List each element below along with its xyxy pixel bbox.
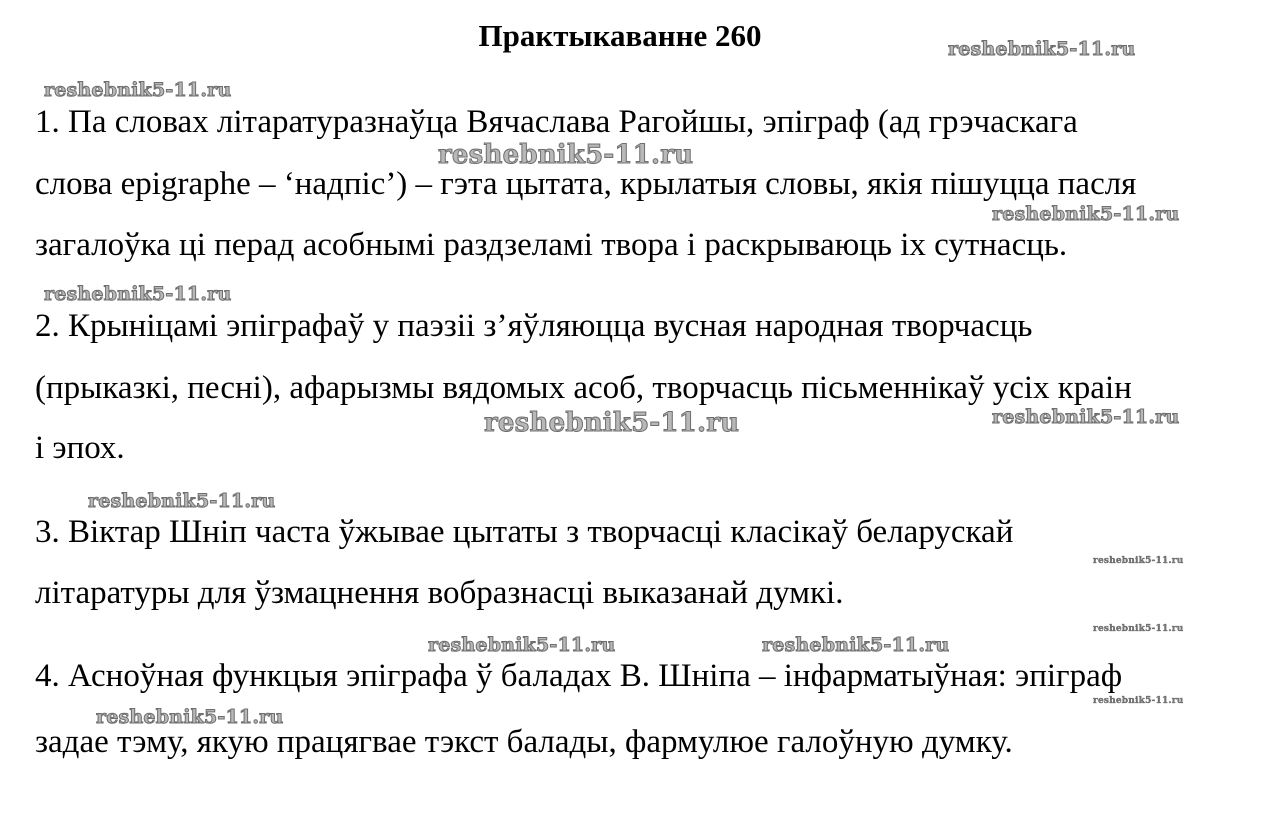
text-line: і эпох. [35,430,125,466]
watermark: reshebnik5-11.ru [762,634,950,656]
watermark: reshebnik5-11.ru [1093,696,1184,706]
watermark: reshebnik5-11.ru [438,140,694,170]
text-line: 4. Асноўная функцыя эпіграфа ў баладах В. Шніпа – інфарматыўная: эпіграф [35,658,1123,694]
watermark: reshebnik5-11.ru [88,490,276,512]
text-line: (прыказкі, песні), афарызмы вядомых асоб, творчасць пісьменнікаў усіх краін [35,370,1132,406]
watermark: reshebnik5-11.ru [428,634,616,656]
watermark: reshebnik5-11.ru [44,283,232,305]
watermark: reshebnik5-11.ru [992,406,1180,428]
text-line: загалоўка ці перад асобнымі раздзеламі твора і раскрываюць іх сутнасць. [35,227,1068,263]
watermark: reshebnik5-11.ru [1093,624,1184,634]
text-line: слова epigraphe – ‘надпіс’) – гэта цытата, крылатыя словы, якія пішуцца пасля [35,166,1137,202]
text-line: задае тэму, якую працягвае тэкст балады, фармулюе галоўную думку. [35,724,1013,760]
watermark: reshebnik5-11.ru [948,38,1136,60]
page-title: Практыкаванне 260 [478,18,762,53]
watermark: reshebnik5-11.ru [44,79,232,101]
text-line: 3. Віктар Шніп часта ўжывае цытаты з творчасці класікаў беларускай [35,514,1014,550]
watermark: reshebnik5-11.ru [992,203,1180,225]
watermark: reshebnik5-11.ru [96,706,284,728]
text-line: літаратуры для ўзмацнення вобразнасці выказанай думкі. [35,575,844,611]
watermark: reshebnik5-11.ru [484,408,740,438]
text-line: 2. Крыніцамі эпіграфаў у паэзіі з’яўляюцца вусная народная творчасць [35,308,1033,344]
watermark: reshebnik5-11.ru [1093,556,1184,566]
text-line: 1. Па словах літаратуразнаўца Вячаслава Рагойшы, эпіграф (ад грэчаскага [35,104,1078,140]
